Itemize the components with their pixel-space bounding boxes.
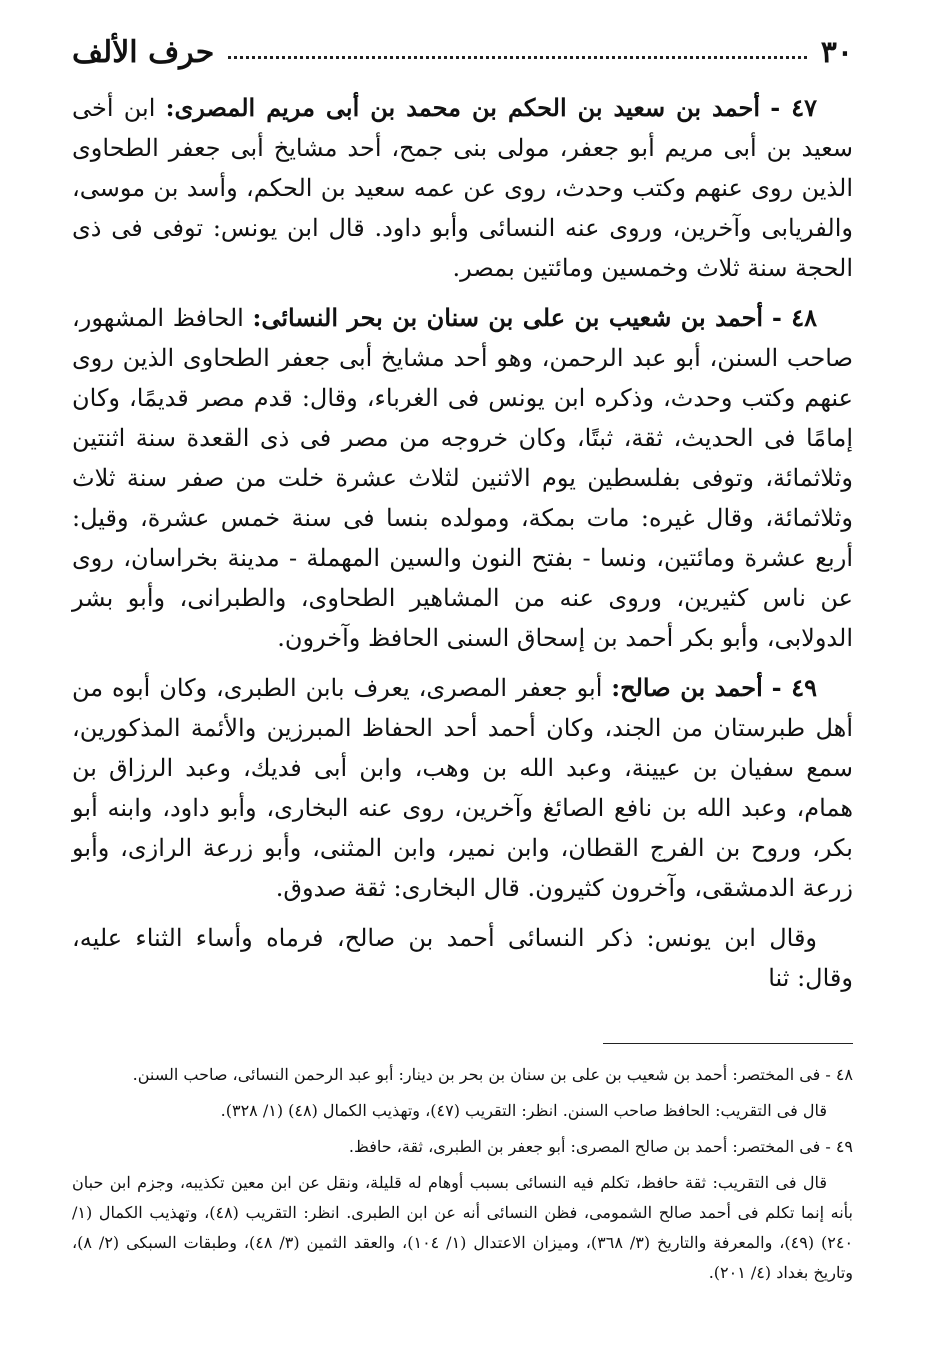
chapter-title: حرف الألف bbox=[72, 34, 215, 70]
header-dotted-leader bbox=[228, 56, 806, 59]
entry-number: ٤٧ - bbox=[770, 93, 817, 122]
entry-49 bbox=[72, 668, 853, 908]
page-number: ٣٠ bbox=[820, 34, 853, 70]
continuation-paragraph: وقال ابن يونس: ذكر النسائى أحمد بن صالح، فرماه وأساء الثناء عليه، وقال: ثنا bbox=[72, 924, 853, 992]
entry-text: ابن أخى سعيد بن أبى مريم أبو جعفر، مولى بنى جمح، أحد مشايخ أبى جعفر الطحاوى الذين روى عنهم وكتب وحدث، روى عن عمه سعيد بن الحكم، وأسد بن موسى، والفريابى وآخرين، وروى عنه النسائى وأبو داود. قال ابن يونس: توفى فى ذى الحجة سنة ثلاث وخمسين ومائتين بمصر. bbox=[72, 94, 853, 282]
entry-number: ٤٨ - bbox=[771, 303, 817, 332]
entry-name: أحمد بن سعيد بن الحكم بن محمد بن أبى مريم المصرى: bbox=[165, 93, 760, 122]
entry-text: أبو جعفر المصرى، يعرف بابن الطبرى، وكان أبوه من أهل طبرستان من الجند، وكان أحمد أحد الحفاظ المبرزين والأئمة المذكورين، سمع سفيان بن عيينة، وعبد الله بن وهب، وابن أبى فديك، وعبد الرزاق بن همام، وعبد الله بن نافع الصائغ وآخرين، روى عنه البخارى، وأبو داود، وابنه أبو بكر، وروح بن الفرج القطان، وابن نمير، وابن المثنى، وأبو زرعة الرازى، وأبو زرعة الدمشقى، وآخرون كثيرون. قال البخارى: ثقة صدوق. bbox=[72, 674, 853, 902]
entry-47 bbox=[72, 88, 853, 288]
entry-name: أحمد بن شعيب بن على بن سنان بن بحر النسائى: bbox=[252, 303, 764, 332]
entry-number: ٤٩ - bbox=[771, 673, 817, 702]
entry-text: الحافظ المشهور، صاحب السنن، أبو عبد الرحمن، وهو أحد مشايخ أبى جعفر الطحاوى الذين روى عنهم وكتب وحدث، وذكره ابن يونس فى الغرباء، وقال: قدم مصر قديمًا، وكان إمامًا فى الحديث، ثقة، ثبتًا، وكان خروجه من مصر فى ذى القعدة سنة اثنتين وثلاثمائة، وتوفى بفلسطين يوم الاثنين لثلاث عشرة خلت من صفر سنة ثلاث وثلاثمائة، وقال غيره: مات بمكة، ومولده بنسا فى سنة خمس عشرة، وقيل: أربع عشرة ومائتين، ونسا - بفتح النون والسين المهملة - مدينة بخراسان، روى عن ناس كثيرين، وروى عنه من المشاهير الطحاوى، والطبرانى، وأبو بشر الدولابى، وأبو بكر أحمد بن إسحاق السنى الحافظ وآخرون. bbox=[72, 304, 853, 652]
footnotes bbox=[72, 1060, 853, 1294]
footnote-49: ٤٩ - فى المختصر: أحمد بن صالح المصرى: أبو جعفر بن الطبرى، ثقة، حافظ. bbox=[348, 1137, 853, 1156]
footnote-49-detail: قال فى التقريب: ثقة حافظ، تكلم فيه النسائى بسبب أوهام له قليلة، ونقل عن ابن معين تكذيبه، وجزم ابن حبان بأنه إنما تكلم فى أحمد صالح الشمومى، فظن النسائى أنه عن ابن الطبرى. انظر: التقريب (٤٨)، وتهذيب الكمال (١/ ٢٤٠) (٤٩)، والمعرفة والتاريخ (٣/ ٣٦٨)، وميزان الاعتدال (١/ ١٠٤)، والعقد الثمين (٣/ ٤٨)، وطبقات السبكى (٢/ ٨)، وتاريخ بغداد (٤/ ٢٠١). bbox=[72, 1173, 854, 1282]
entry-name: أحمد بن صالح: bbox=[611, 673, 763, 702]
entry-48 bbox=[72, 298, 853, 658]
page-header bbox=[72, 30, 853, 74]
footnote-separator bbox=[603, 1043, 853, 1044]
main-text bbox=[72, 88, 853, 998]
footnote-48-detail: قال فى التقريب: الحافظ صاحب السنن. انظر: التقريب (٤٧)، وتهذيب الكمال (٤٨) (١/ ٣٢٨). bbox=[220, 1101, 827, 1120]
footnote-48: ٤٨ - فى المختصر: أحمد بن شعيب بن على بن سنان بن بحر بن دينار: أبو عبد الرحمن النسائى، صاحب السنن. bbox=[132, 1065, 853, 1084]
